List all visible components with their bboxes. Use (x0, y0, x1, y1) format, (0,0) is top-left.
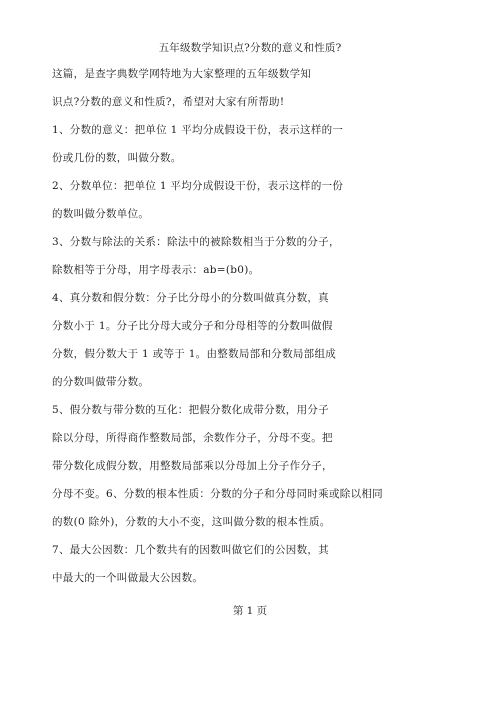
text-line: 3、分数与除法的关系：除法中的被除数相当于分数的分子， (52, 236, 340, 248)
text-line: 5、假分数与带分数的互化：把假分数化成带分数，用分子 (52, 404, 329, 416)
text-line: 除以分母，所得商作整数局部，余数作分子，分母不变。把 (52, 432, 333, 444)
text-line: 的分数叫做带分数。 (52, 376, 150, 388)
text-line: 的数叫做分数单位。 (52, 208, 150, 220)
document-title: 五年级数学知识点?分数的意义和性质? (158, 42, 342, 54)
text-line: 分数，假分数大于 1 或等于 1。由整数局部和分数局部组成 (52, 348, 337, 360)
text-line: 4、真分数和假分数：分子比分母小的分数叫做真分数，真 (52, 292, 329, 304)
text-line: 7、最大公因数：几个数共有的因数叫做它们的公因数，其 (52, 544, 329, 556)
text-line: 这篇，是查字典数学网特地为大家整理的五年级数学知 (52, 68, 312, 80)
text-line: 分数小于 1。分子比分母大或分子和分母相等的分数叫做假 (52, 320, 333, 332)
text-line: 识点?分数的意义和性质?，希望对大家有所帮助! (52, 96, 285, 108)
text-line: 带分数化成假分数，用整数局部乘以分母加上分子作分子， (52, 460, 333, 472)
page-number: 第 1 页 (232, 605, 268, 617)
text-line: 2、分数单位：把单位 1 平均分成假设干份，表示这样的一份 (52, 180, 344, 192)
text-line: 除数相等于分母，用字母表示：ab=(b0)。 (52, 264, 260, 276)
text-line: 份或几份的数，叫做分数。 (52, 152, 182, 164)
text-line: 中最大的一个叫做最大公因数。 (52, 572, 204, 584)
text-line: 分母不变。6、分数的根本性质：分数的分子和分母同时乘或除以相同 (52, 488, 383, 500)
text-line: 的数(0 除外)，分数的大小不变，这叫做分数的根本性质。 (52, 516, 331, 528)
text-line: 1、分数的意义：把单位 1 平均分成假设干份，表示这样的一 (52, 124, 344, 136)
